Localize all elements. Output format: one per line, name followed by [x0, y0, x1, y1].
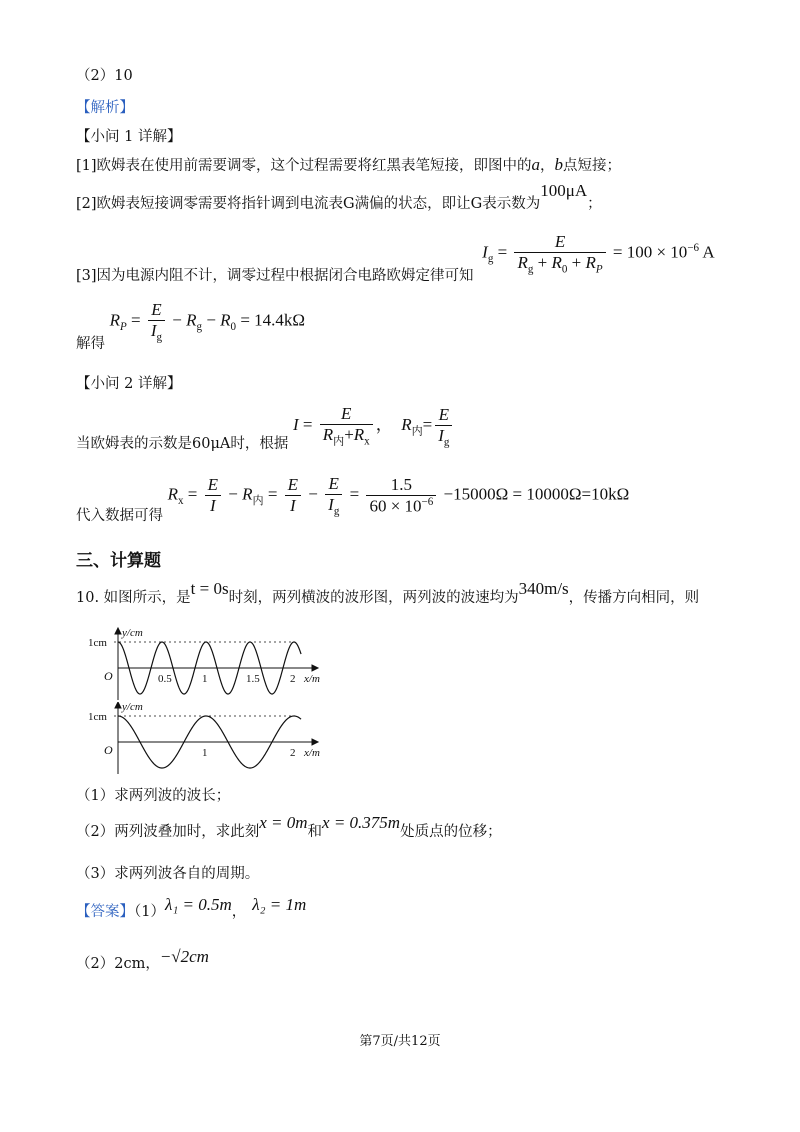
step-2-2: 代入数据可得 $R_x$ = $\frac{E}{I}$ − $R_内$ = $\frac{E}{I}$ − $\frac{E}{I_g}$ = $\frac{1.5}{60 \times 10^{-6}}$ −15000Ω = 10000Ω=10kΩ: [76, 474, 630, 524]
section-heading: 三、计算题: [76, 551, 161, 571]
x-tick-label: 0.5: [158, 673, 172, 685]
ig-formula: $I_g$ = $\frac{E}{R_g + R_0 + R_P}$ = $100 \times 10^{-6}$ A: [482, 232, 715, 276]
answer-part-2: （2）10: [76, 68, 133, 84]
y-tick-label: 1cm: [88, 711, 107, 723]
origin-label: O: [104, 669, 113, 683]
y-axis-label: y/cm: [122, 627, 143, 639]
y-arrow: [115, 628, 121, 634]
question-10: 10. 如图所示，是t = 0s时刻，两列横波的波形图，两列波的波速均为340m/s，传播方向相同，则: [76, 579, 700, 606]
x-arrow: [312, 739, 318, 745]
page-footer: 第7页/共12页: [359, 1034, 441, 1049]
step-1: [1]欧姆表在使用前需要调零，这个过程需要将红黑表笔短接，即图中的a，b点短接；: [76, 155, 622, 174]
y-axis-label: y/cm: [122, 702, 143, 713]
origin-label: O: [104, 743, 113, 757]
answer-2: （2）2cm，−√2cm: [76, 947, 209, 972]
y-tick-label: 1cm: [88, 637, 107, 649]
x-tick-label: 1: [202, 673, 208, 685]
step-2-1: 当欧姆表的示数是60μA时，根据 I = $\frac{E}{R_内+R_x}$ ， $R_内=$ $\frac{E}{I_g}$: [76, 404, 455, 448]
x-tick-label: 1: [202, 747, 208, 759]
wave-chart-2: [84, 702, 324, 776]
step-3: [3]因为电源内阻不计，调零过程中根据闭合电路欧姆定律可知 $I_g$ = $\frac{E}{R_g + R_0 + R_P}$ = $100 \times 10^{-6}$ A: [76, 232, 715, 284]
subq-2: （2）两列波叠加时，求此刻x = 0m和x = 0.375m处质点的位移；: [76, 813, 502, 840]
subq-3: （3）求两列波各自的周期。: [76, 866, 260, 882]
analysis-tag: 【解析】: [76, 100, 134, 116]
subquestion-1-heading: 【小问 1 详解】: [76, 129, 182, 145]
x-arrow: [312, 665, 318, 671]
solve-rp: 解得 $R_P$ = $\frac{E}{I_g}$ − $R_g - R_0 = 14.4k\Omega$: [76, 300, 306, 352]
x-tick-label: 2: [290, 673, 296, 685]
y-arrow: [115, 702, 121, 708]
answer-1: 【答案】（1）λ₁ = 0.5m， λ₂ = 1m: [76, 895, 307, 920]
x-tick-label: 2: [290, 747, 296, 759]
wave-chart-1: [84, 622, 324, 702]
step-2: [2]欧姆表短接调零需要将指针调到电流表G满偏的状态，即让G表示数为100μA；: [76, 181, 602, 212]
x-axis-label: x/m: [304, 673, 320, 685]
subq-1: （1）求两列波的波长；: [76, 788, 231, 804]
subquestion-2-heading: 【小问 2 详解】: [76, 376, 182, 392]
x-axis-label: x/m: [304, 747, 320, 759]
x-tick-label: 1.5: [246, 673, 260, 685]
